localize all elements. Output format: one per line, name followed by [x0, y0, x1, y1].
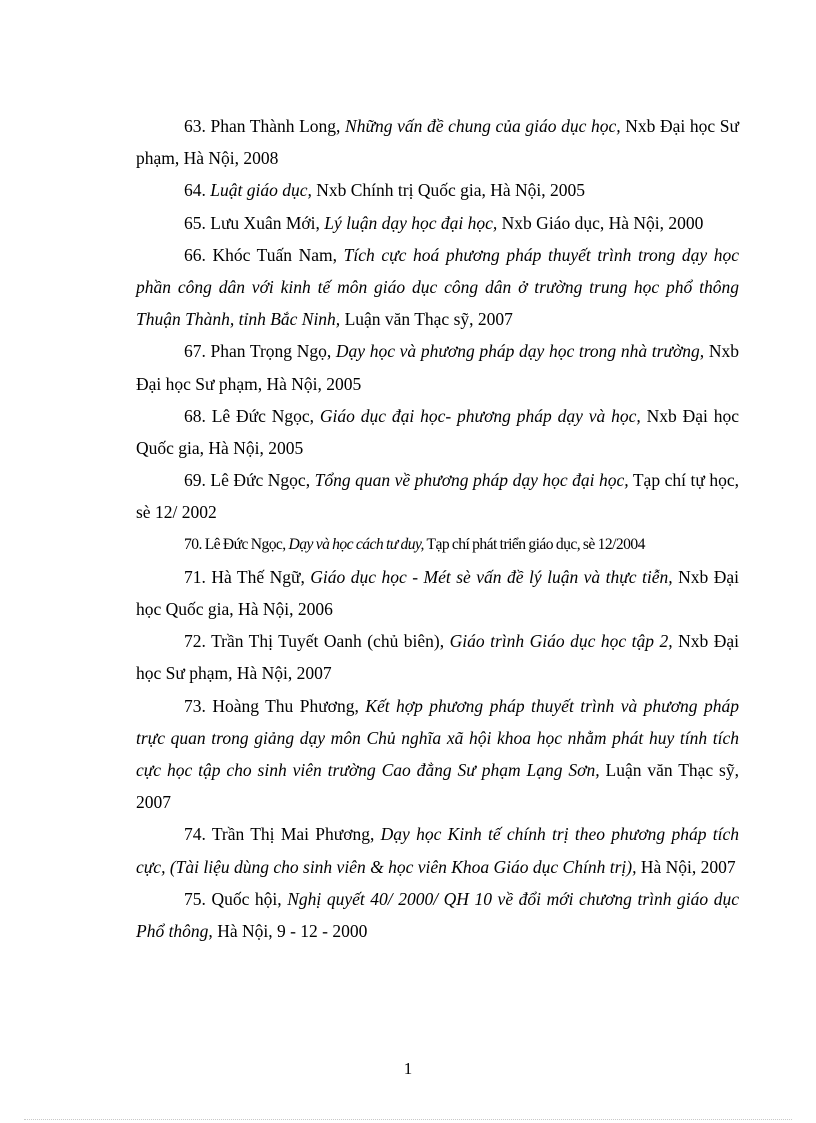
- reference-item-63: [136, 110, 739, 174]
- ref-number: 65.: [184, 212, 211, 233]
- reference-item-64: [136, 174, 739, 206]
- ref-number: 68.: [184, 405, 212, 426]
- reference-item-70: [136, 529, 739, 561]
- ref-publisher: Hà Nội, 9 - 12 - 2000: [212, 921, 368, 942]
- reference-item-67: [136, 335, 739, 399]
- ref-title: Tổng quan về phương pháp dạy học đại học,: [314, 470, 629, 491]
- ref-number: 64.: [184, 180, 211, 201]
- reference-item-74: [136, 818, 739, 882]
- ref-author: Quốc hội,: [211, 888, 288, 909]
- ref-publisher: Luận văn Thạc sỹ, 2007: [136, 760, 739, 813]
- ref-number: 69.: [184, 470, 211, 491]
- ref-number: 72.: [184, 631, 212, 652]
- reference-item-68: [136, 400, 739, 464]
- reference-item-71: [136, 561, 739, 625]
- ref-title: Những vấn đề chung của giáo dục học,: [345, 116, 621, 136]
- ref-number: 75.: [184, 888, 212, 909]
- ref-author: Hoàng Thu Phương,: [212, 695, 366, 716]
- ref-title: Nghị quyết 40/ 2000/ QH 10 về đổi mới chương trình giáo dục Phổ thông,: [136, 888, 740, 942]
- ref-number: 70.: [184, 535, 205, 553]
- ref-author: Khóc Tuấn Nam,: [212, 244, 344, 265]
- ref-author: Hà Thế Ngữ,: [211, 566, 311, 587]
- ref-number: 74.: [184, 824, 212, 845]
- ref-publisher: Luận văn Thạc sỹ, 2007: [340, 309, 513, 330]
- ref-number: 66.: [184, 244, 213, 265]
- ref-number: 71.: [184, 566, 212, 587]
- ref-author: Phan Trọng Ngọ,: [210, 341, 336, 362]
- ref-author: Lưu Xuân Mới,: [210, 212, 325, 233]
- ref-author: Lê Đức Ngọc,: [210, 470, 315, 491]
- ref-title: Dạy và học cách tư duy,: [288, 535, 424, 553]
- reference-item-72: [136, 625, 739, 689]
- ref-publisher: Hà Nội, 2007: [636, 856, 736, 877]
- ref-publisher: Nxb Đại học Quốc gia, Hà Nội, 2006: [136, 566, 739, 620]
- ref-author: Lê Đức Ngọc,: [204, 535, 289, 553]
- reference-item-75: [136, 883, 739, 947]
- reference-item-69: [136, 464, 739, 528]
- ref-title: Lý luận dạy học đại học,: [324, 212, 498, 233]
- ref-title: Luật giáo dục,: [210, 180, 312, 201]
- ref-publisher: Tạp chí phát triển giáo dục, sè 12/2004: [423, 535, 645, 553]
- ref-publisher: Nxb Đại học Sư phạm, Hà Nội, 2008: [136, 116, 740, 169]
- ref-publisher: Nxb Đại học Quốc gia, Hà Nội, 2005: [136, 405, 739, 459]
- ref-author: Trần Thị Mai Phương,: [211, 824, 381, 845]
- page-bottom-divider: [24, 1119, 792, 1120]
- ref-publisher: Nxb Giáo dục, Hà Nội, 2000: [497, 212, 704, 233]
- ref-author: Lê Đức Ngọc,: [211, 405, 320, 426]
- ref-author: Trần Thị Tuyết Oanh (chủ biên),: [211, 631, 450, 652]
- ref-publisher: Nxb Đại học Sư phạm, Hà Nội, 2007: [136, 631, 740, 684]
- ref-title: Giáo dục học - Mét sè vấn đề lý luận và thực tiễn,: [310, 566, 673, 587]
- reference-list: [136, 110, 739, 947]
- ref-number: 73.: [184, 695, 213, 716]
- reference-item-65: [136, 207, 739, 239]
- ref-title: Tích cực hoá phương pháp thuyết trình trong dạy học phần công dân với kinh tế môn giáo dục công dân ở trường trung học phổ thông Thuận Thành, tỉnh Bắc Ninh,: [136, 244, 739, 330]
- ref-publisher: Nxb Đại học Sư phạm, Hà Nội, 2005: [136, 341, 739, 394]
- page-number: 1: [403, 1059, 413, 1078]
- ref-number: 63.: [184, 116, 211, 136]
- ref-title: Dạy học Kinh tế chính trị theo phương pháp tích cực, (Tài liệu dùng cho sinh viên & học viên Khoa Giáo dục Chính trị),: [136, 824, 739, 877]
- ref-title: Kết hợp phương pháp thuyết trình và phương pháp trực quan trong giảng dạy môn Chủ nghĩa xã hội khoa học nhằm phát huy tính tích cực học tập cho sinh viên trường Cao đẳng Sư phạm Lạng Sơn,: [136, 695, 739, 781]
- ref-title: Dạy học và phương pháp dạy học trong nhà trường,: [335, 341, 705, 362]
- ref-title: Giáo trình Giáo dục học tập 2,: [449, 631, 673, 652]
- reference-item-73: [136, 690, 739, 819]
- ref-author: Phan Thành Long,: [210, 116, 346, 136]
- ref-title: Giáo dục đại học- phương pháp dạy và học,: [319, 405, 641, 426]
- ref-publisher: Tạp chí tự học, sè 12/ 2002: [136, 470, 739, 523]
- ref-publisher: Nxb Chính trị Quốc gia, Hà Nội, 2005: [311, 180, 586, 201]
- reference-item-66: [136, 239, 739, 336]
- ref-number: 67.: [184, 341, 211, 362]
